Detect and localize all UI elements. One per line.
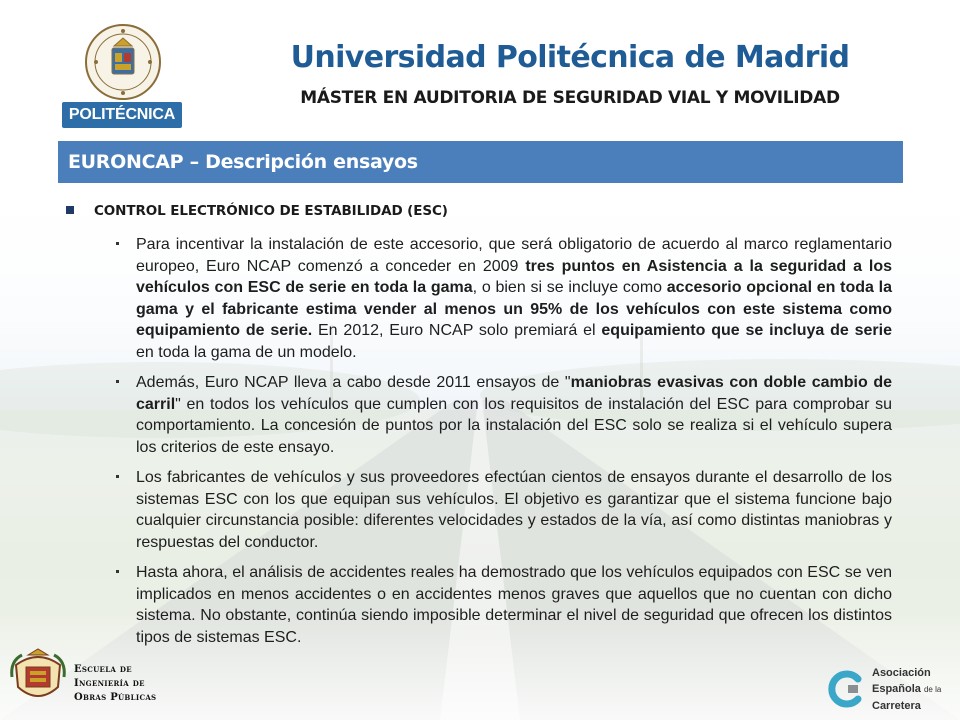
eip-line-1: Escuela de [74, 664, 132, 675]
text-run: Además, Euro NCAP lleva a cabo desde 2011 ensayos de " [136, 374, 571, 391]
upm-logo [60, 22, 186, 130]
text-run: Los fabricantes de vehículos y sus proveedores efectúan cientos de ensayos durante el desarrollo de los sistemas ESC con los que equipan sus vehículos. El objetivo es garantizar que el sistema funcione bajo cualquier circunstancia posible: diferentes velocidades y estados de la vía, así como distintas maniobras y respuestas del conductor. [136, 469, 892, 551]
text-run: En 2012, Euro NCAP solo premiará el [312, 322, 602, 339]
page-title: Universidad Politécnica de Madrid [290, 40, 850, 75]
bold-text-run: tres puntos en Asistencia a la seguridad a los vehículos con ESC de serie en toda la gama [136, 257, 892, 296]
content-heading: CONTROL ELECTRÓNICO DE ESTABILIDAD (ESC) [94, 203, 448, 219]
paragraph-4 [66, 562, 892, 648]
association-logo-icon [826, 669, 866, 709]
eip-line-2: Ingeniería de [74, 678, 145, 689]
aec-line-2 [872, 681, 960, 698]
aec-line-1: Asociación [872, 667, 931, 679]
upm-wordmark: POLITÉCNICA [62, 102, 182, 128]
bold-text-run: accesorio opcional en toda la gama y el fabricante estima vender al menos un 95% de los vehículos con este sistema como equipamiento de serie. [136, 279, 893, 339]
section-band [58, 141, 903, 183]
square-bullet-icon [66, 206, 74, 214]
bold-text-run: maniobras evasivas con doble cambio de carril [136, 374, 893, 413]
paragraph-3 [66, 467, 892, 553]
school-crest-icon [8, 647, 68, 707]
paragraph-1 [66, 234, 892, 363]
eip-logo-text [74, 663, 162, 705]
text-run: Hasta ahora, el análisis de accidentes reales ha demostrado que los vehículos equipados con ESC se ven implicados en menos accidentes o en accidentes menos graves que aquellos que no cuentan con dicho sistema. No obstante, continúa siendo imposible determinar el nivel de seguridad que ofrecen los distintos tipos de sistemas ESC. [136, 564, 892, 646]
text-run: Para incentivar la instalación de este accesorio, que será obligatorio de acuerdo al marco reglamentario europeo, Euro NCAP comenzó a conceder en 2009 [136, 236, 892, 275]
text-run: " en todos los vehículos que cumplen con los requisitos de instalación del ESC para comprobar su comportamiento. La concesión de puntos por la instalación del ESC solo se realiza si el vehículo supera los criterios de este ensayo. [136, 395, 892, 456]
paragraph-2 [66, 372, 892, 458]
university-seal-icon [84, 22, 162, 102]
aec-logo-text [872, 665, 960, 714]
page-subtitle: MÁSTER EN AUDITORIA DE SEGURIDAD VIAL Y MOVILIDAD [300, 88, 840, 108]
section-title: EURONCAP – Descripción ensayos [68, 151, 418, 173]
dot-bullet-icon [116, 242, 119, 245]
text-run: , o bien si se incluye como [472, 279, 667, 296]
aec-line-2-main: Española [872, 683, 921, 695]
eip-line-3: Obras Públicas [74, 692, 157, 703]
dot-bullet-icon [116, 380, 119, 383]
dot-bullet-icon [116, 570, 119, 573]
heading-row [66, 200, 892, 224]
content-area [66, 200, 892, 648]
dot-bullet-icon [116, 475, 119, 478]
aec-logo [826, 665, 960, 715]
aec-line-2-small: de la [923, 685, 942, 694]
text-run: en toda la gama de un modelo. [136, 343, 357, 361]
eip-logo [8, 645, 158, 710]
aec-line-3: Carretera [872, 700, 921, 712]
bold-text-run: equipamiento que se incluya de serie [601, 322, 892, 339]
